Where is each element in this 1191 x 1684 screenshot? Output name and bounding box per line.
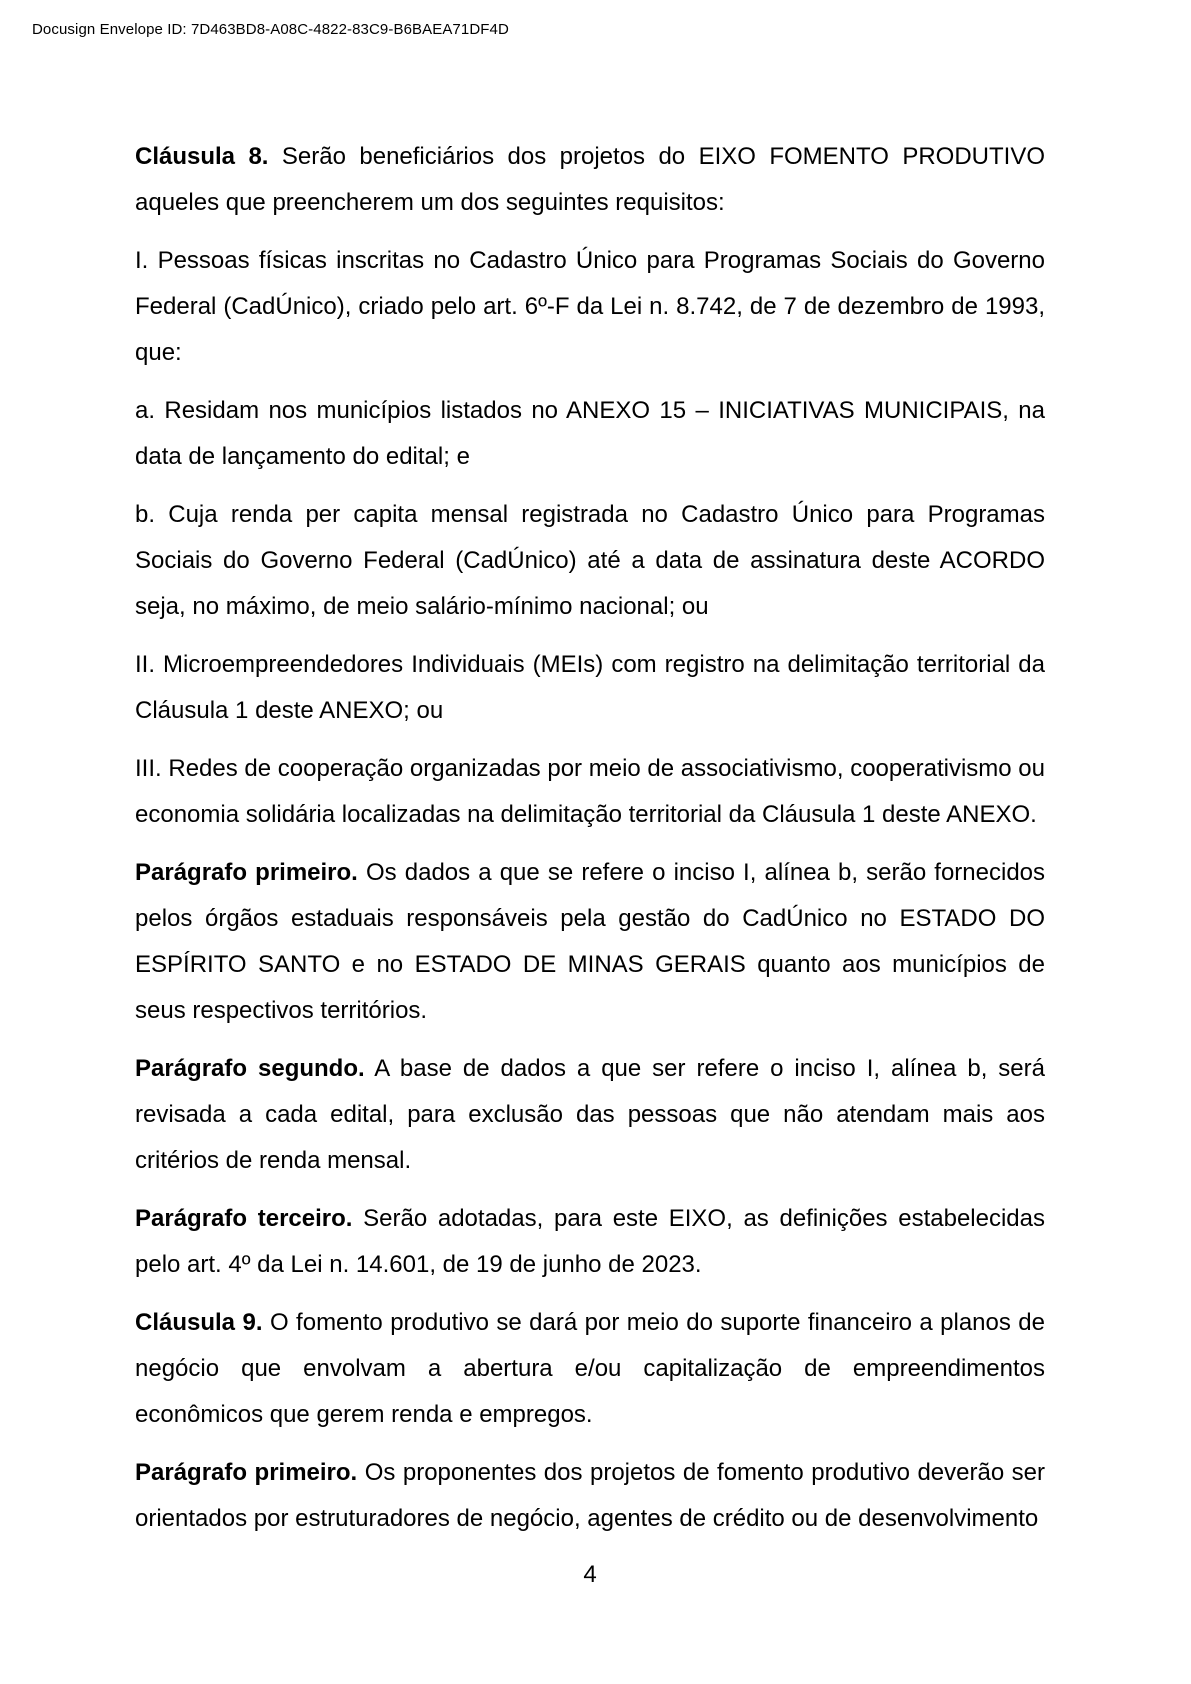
paragraph xyxy=(135,238,1045,376)
document-body xyxy=(135,134,1045,1554)
paragraph xyxy=(135,746,1045,838)
paragraph-text: Os proponentes dos projetos de fomento produtivo deverão ser orientados por estruturadores de negócio, agentes de crédito ou de desenvolvimento xyxy=(135,1459,1046,1532)
paragraph xyxy=(135,850,1045,1034)
paragraph xyxy=(135,134,1045,226)
paragraph-lead: Parágrafo primeiro. xyxy=(135,859,358,886)
paragraph-text: b. Cuja renda per capita mensal registrada no Cadastro Único para Programas Sociais do Governo Federal (CadÚnico) até a data de assinatura deste ACORDO seja, no máximo, de meio salário-mínimo nacional; ou xyxy=(135,501,1045,620)
paragraph xyxy=(135,1196,1045,1288)
paragraph-text: II. Microempreendedores Individuais (MEIs) com registro na delimitação territorial da Cláusula 1 deste ANEXO; ou xyxy=(135,651,1045,724)
paragraph xyxy=(135,642,1045,734)
docusign-envelope-id: Docusign Envelope ID: 7D463BD8-A08C-4822-83C9-B6BAEA71DF4D xyxy=(32,21,509,38)
paragraph-lead: Cláusula 8. xyxy=(135,143,269,170)
paragraph xyxy=(135,388,1045,480)
paragraph-text: I. Pessoas físicas inscritas no Cadastro Único para Programas Sociais do Governo Federal (CadÚnico), criado pelo art. 6º-F da Lei n. 8.742, de 7 de dezembro de 1993, que: xyxy=(135,247,1045,366)
paragraph xyxy=(135,1046,1045,1184)
page-number: 4 xyxy=(583,1561,597,1588)
paragraph-text: Os dados a que se refere o inciso I, alínea b, serão fornecidos pelos órgãos estaduais responsáveis pela gestão do CadÚnico no ESTADO DO ESPÍRITO SANTO e no ESTADO DE MINAS GERAIS quanto aos municípios de seus respectivos territórios. xyxy=(135,859,1046,1024)
paragraph-text: O fomento produtivo se dará por meio do suporte financeiro a planos de negócio que envolvam a abertura e/ou capitalização de empreendimentos econômicos que gerem renda e empregos. xyxy=(135,1309,1046,1428)
paragraph-lead: Parágrafo segundo. xyxy=(135,1055,365,1082)
paragraph-text: a. Residam nos municípios listados no ANEXO 15 – INICIATIVAS MUNICIPAIS, na data de lançamento do edital; e xyxy=(135,397,1045,470)
paragraph-text: Serão beneficiários dos projetos do EIXO FOMENTO PRODUTIVO aqueles que preencherem um dos seguintes requisitos: xyxy=(135,143,1046,216)
paragraph xyxy=(135,1300,1045,1438)
paragraph-text: Serão adotadas, para este EIXO, as definições estabelecidas pelo art. 4º da Lei n. 14.601, de 19 de junho de 2023. xyxy=(135,1205,1046,1278)
paragraph-lead: Cláusula 9. xyxy=(135,1309,263,1336)
paragraph-text: A base de dados a que ser refere o inciso I, alínea b, será revisada a cada edital, para exclusão das pessoas que não atendam mais aos critérios de renda mensal. xyxy=(135,1055,1045,1174)
paragraph-lead: Parágrafo primeiro. xyxy=(135,1459,358,1486)
paragraph-text: III. Redes de cooperação organizadas por meio de associativismo, cooperativismo ou economia solidária localizadas na delimitação territorial da Cláusula 1 deste ANEXO. xyxy=(135,755,1045,828)
paragraph-lead: Parágrafo terceiro. xyxy=(135,1205,353,1232)
paragraph xyxy=(135,492,1045,630)
paragraph xyxy=(135,1450,1045,1542)
